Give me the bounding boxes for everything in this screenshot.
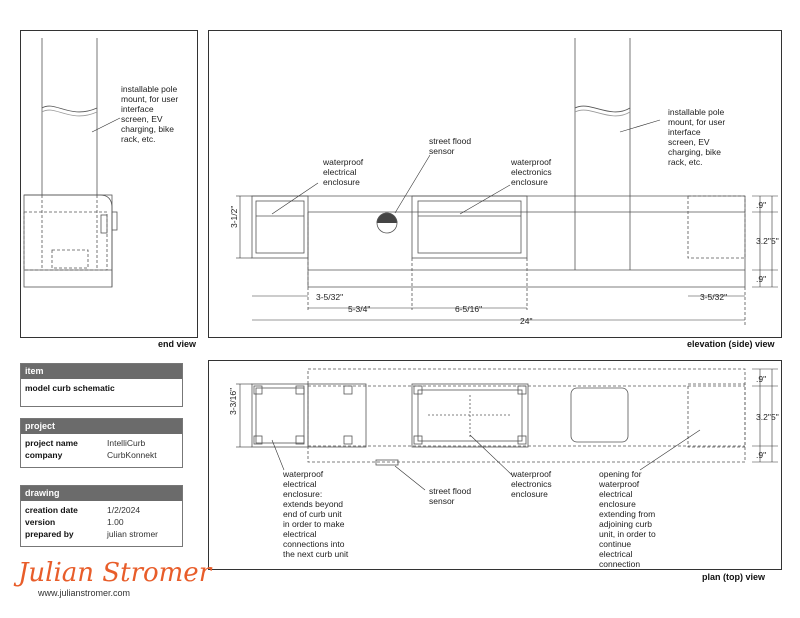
plan-left-label-4: extends beyond bbox=[283, 499, 344, 509]
plan-opening-label-6: adjoining curb bbox=[599, 519, 652, 529]
elev-sensor-label-2: sensor bbox=[429, 146, 455, 156]
elev-pole-note-line-4: screen, EV bbox=[668, 137, 710, 147]
plan-left-label-3: enclosure: bbox=[283, 489, 323, 499]
website-link[interactable]: www.julianstromer.com bbox=[38, 588, 131, 598]
elev-overall-dim: 5" bbox=[771, 236, 779, 246]
plan-opening-label-5: extending from bbox=[599, 509, 656, 519]
drawing-box bbox=[20, 485, 183, 547]
plan-opening-label-8: continue bbox=[599, 539, 632, 549]
elev-electronics-label-1: waterproof bbox=[511, 157, 552, 167]
signature-logo: Julian Stromer bbox=[18, 558, 212, 588]
end-pole-note-line-4: screen, EV bbox=[121, 114, 163, 124]
project-box bbox=[20, 418, 183, 468]
plan-top-gap-dim: .9" bbox=[756, 374, 767, 384]
plan-view-caption: plan (top) view bbox=[702, 572, 765, 582]
end-pole-note-line-5: charging, bike bbox=[121, 124, 174, 134]
elev-bottom-gap-dim: .9" bbox=[756, 274, 767, 284]
end-pole-note-line-1: installable pole bbox=[121, 84, 178, 94]
elevation-view-frame bbox=[208, 30, 782, 338]
elev-electronics-label-3: enclosure bbox=[511, 177, 548, 187]
elev-middle-dim: 3.2" bbox=[756, 236, 771, 246]
plan-left-label-8: connections into bbox=[283, 539, 345, 549]
project-name-label: project name bbox=[25, 438, 78, 448]
elev-right-offset-dim: 3-5/32" bbox=[700, 292, 728, 302]
creation-date-value: 1/2/2024 bbox=[107, 505, 141, 515]
end-view-caption: end view bbox=[158, 339, 197, 349]
plan-opening-label-7: unit, in order to bbox=[599, 529, 656, 539]
plan-opening-label-2: waterproof bbox=[599, 479, 640, 489]
plan-left-label-9: the next curb unit bbox=[283, 549, 349, 559]
plan-opening-label-1: opening for bbox=[599, 469, 642, 479]
item-box bbox=[20, 363, 183, 407]
elev-top-gap-dim: .9" bbox=[756, 200, 767, 210]
elev-pole-note-line-5: charging, bike bbox=[668, 147, 721, 157]
plan-left-label-7: electrical bbox=[283, 529, 317, 539]
elev-left-offset-dim: 3-5/32" bbox=[316, 292, 344, 302]
plan-left-label-5: end of curb unit bbox=[283, 509, 342, 519]
drawing-header: drawing bbox=[21, 486, 182, 501]
elev-pole-note-line-2: mount, for user bbox=[668, 117, 726, 127]
plan-sensor-label-2: sensor bbox=[429, 496, 455, 506]
creation-date-label: creation date bbox=[25, 505, 78, 515]
end-pole-note-line-6: rack, etc. bbox=[121, 134, 156, 144]
plan-left-label-1: waterproof bbox=[283, 469, 324, 479]
project-header: project bbox=[21, 419, 182, 434]
item-header: item bbox=[21, 364, 182, 379]
elevation-view-caption: elevation (side) view bbox=[687, 339, 775, 349]
elev-height-dim: 3-1/2" bbox=[229, 205, 239, 228]
version-value: 1.00 bbox=[107, 517, 124, 527]
elev-pole-note-line-3: interface bbox=[668, 127, 701, 137]
plan-bottom-gap-dim: .9" bbox=[756, 450, 767, 460]
plan-depth-dim: 3-3/16" bbox=[228, 387, 238, 415]
version-label: version bbox=[25, 517, 56, 527]
end-pole-note-line-3: interface bbox=[121, 104, 154, 114]
item-value: model curb schematic bbox=[25, 383, 115, 393]
plan-middle-dim: 3.2" bbox=[756, 412, 771, 422]
plan-opening-label-4: enclosure bbox=[599, 499, 636, 509]
prepared-by-label: prepared by bbox=[25, 529, 74, 539]
plan-sensor-label-1: street flood bbox=[429, 486, 472, 496]
plan-electronics-label-2: electronics bbox=[511, 479, 552, 489]
elev-sensor-label-1: street flood bbox=[429, 136, 472, 146]
end-pole-note-line-2: mount, for user bbox=[121, 94, 179, 104]
elev-electronics-label-2: electronics bbox=[511, 167, 552, 177]
plan-opening-label-9: electrical bbox=[599, 549, 633, 559]
elev-left-enclosure-label-3: enclosure bbox=[323, 177, 360, 187]
prepared-by-value: julian stromer bbox=[107, 529, 159, 539]
elev-to-electronics-dim: 5-3/4" bbox=[348, 304, 371, 314]
end-view-frame bbox=[20, 30, 198, 338]
plan-electronics-label-1: waterproof bbox=[511, 469, 552, 479]
company-value: CurbKonnekt bbox=[107, 450, 157, 460]
plan-left-label-6: in order to make bbox=[283, 519, 345, 529]
elev-pole-note-line-1: installable pole bbox=[668, 107, 725, 117]
elev-total-length-dim: 24" bbox=[520, 316, 533, 326]
plan-left-label-2: electrical bbox=[283, 479, 317, 489]
plan-opening-label-3: electrical bbox=[599, 489, 633, 499]
plan-view-frame bbox=[208, 360, 782, 570]
plan-overall-dim: 5" bbox=[771, 412, 779, 422]
elev-pole-note-line-6: rack, etc. bbox=[668, 157, 703, 167]
plan-electronics-label-3: enclosure bbox=[511, 489, 548, 499]
plan-opening-label-10: connection bbox=[599, 559, 641, 569]
project-name-value: IntelliCurb bbox=[107, 438, 146, 448]
elev-left-enclosure-label-2: electrical bbox=[323, 167, 357, 177]
elev-electronics-width-dim: 6-5/16" bbox=[455, 304, 483, 314]
company-label: company bbox=[25, 450, 63, 460]
elev-left-enclosure-label-1: waterproof bbox=[323, 157, 364, 167]
